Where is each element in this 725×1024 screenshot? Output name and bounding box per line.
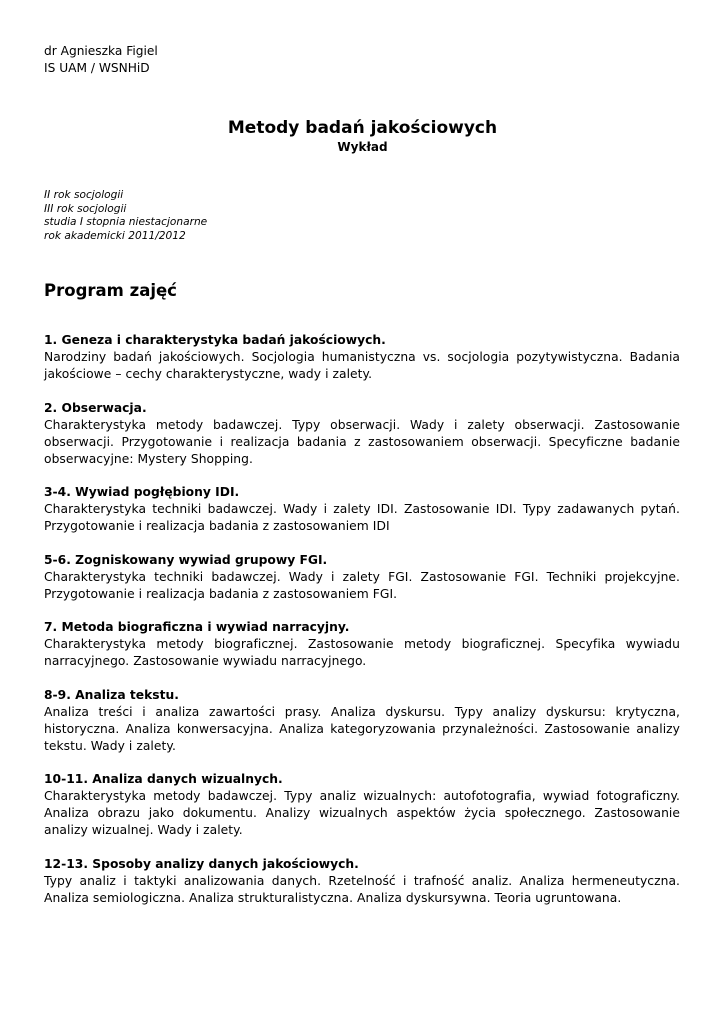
title-main: Metody badań jakościowych [227, 118, 498, 138]
section-body: Charakterystyka metody biograficznej. Zastosowanie metody biograficznej. Specyfika wywiadu narracyjnego. Zastosowanie wywiadu narracyjnego. [44, 637, 680, 668]
title-subtitle: Wykład [337, 140, 388, 154]
program-section [44, 771, 680, 839]
section-body: Charakterystyka metody badawczej. Typy obserwacji. Wady i zalety obserwacji. Zastosowanie obserwacji. Przygotowanie i realizacja badania z zastosowaniem obserwacji. Specyficzne badanie obserwacyjne: Mystery Shopping. [44, 417, 680, 466]
section-body: Charakterystyka techniki badawczej. Wady i zalety FGI. Zastosowanie FGI. Techniki projekcyjne. Przygotowanie i realizacja badania z zastosowaniem FGI. [44, 569, 680, 601]
section-body: Narodziny badań jakościowych. Socjologia humanistyczna vs. socjologia pozytywistyczna. Badania jakościowe – cechy charakterystyczne, wady i zalety. [44, 350, 680, 381]
program-section [44, 856, 680, 907]
section-body: Analiza treści i analiza zawartości prasy. Analiza dyskursu. Typy analizy dyskursu: krytyczna, historyczna. Analiza konwersacyjna. Analiza kategoryzowania przynależności. Zastosowanie analizy tekstu. Wady i zalety. [44, 704, 680, 753]
document-title [0, 117, 725, 155]
meta-line: III rok socjologii [44, 202, 127, 215]
section-heading: 10-11. Analiza danych wizualnych. [44, 772, 283, 786]
course-meta [44, 189, 207, 244]
program-section [44, 332, 680, 383]
section-body: Charakterystyka metody badawczej. Typy analiz wizualnych: autofotografia, wywiad fotograficzny. Analiza obrazu jako dokumentu. Analizy wizualnych aspektów życia społecznego. Zastosowanie analizy wizualnej. Wady i zalety. [44, 789, 680, 837]
section-heading: 3-4. Wywiad pogłębiony IDI. [44, 485, 240, 499]
author-name: dr Agnieszka Figiel [44, 44, 158, 58]
section-heading: 5-6. Zogniskowany wywiad grupowy FGI. [44, 552, 328, 567]
program-section [44, 687, 680, 755]
meta-line: rok akademicki 2011/2012 [44, 230, 186, 243]
section-heading: 12-13. Sposoby analizy danych jakościowych. [44, 856, 359, 871]
meta-line: II rok socjologii [44, 189, 124, 201]
program-section [44, 619, 680, 670]
author-affiliation: IS UAM / WSNHiD [44, 60, 150, 75]
section-heading: 8-9. Analiza tekstu. [44, 687, 179, 702]
section-heading: 2. Obserwacja. [44, 400, 147, 415]
section-body: Typy analiz i taktyki analizowania danych. Rzetelność i trafność analiz. Analiza hermeneutyczna. Analiza semiologiczna. Analiza strukturalistyczna. Analiza dyskursywna. Teoria ugruntowana. [44, 873, 680, 905]
section-body: Charakterystyka techniki badawczej. Wady i zalety IDI. Zastosowanie IDI. Typy zadawanych pytań. Przygotowanie i realizacja badania z zastosowaniem IDI [44, 502, 680, 533]
program-heading: Program zajęć [44, 281, 177, 300]
author-block [44, 43, 158, 76]
program-section [44, 484, 680, 535]
section-heading: 7. Metoda biograficzna i wywiad narracyjny. [44, 620, 350, 634]
program-section [44, 552, 680, 603]
program-section [44, 400, 680, 468]
section-heading: 1. Geneza i charakterystyka badań jakościowych. [44, 333, 386, 347]
meta-line: studia I stopnia niestacjonarne [44, 216, 208, 229]
program-sections [44, 332, 680, 923]
